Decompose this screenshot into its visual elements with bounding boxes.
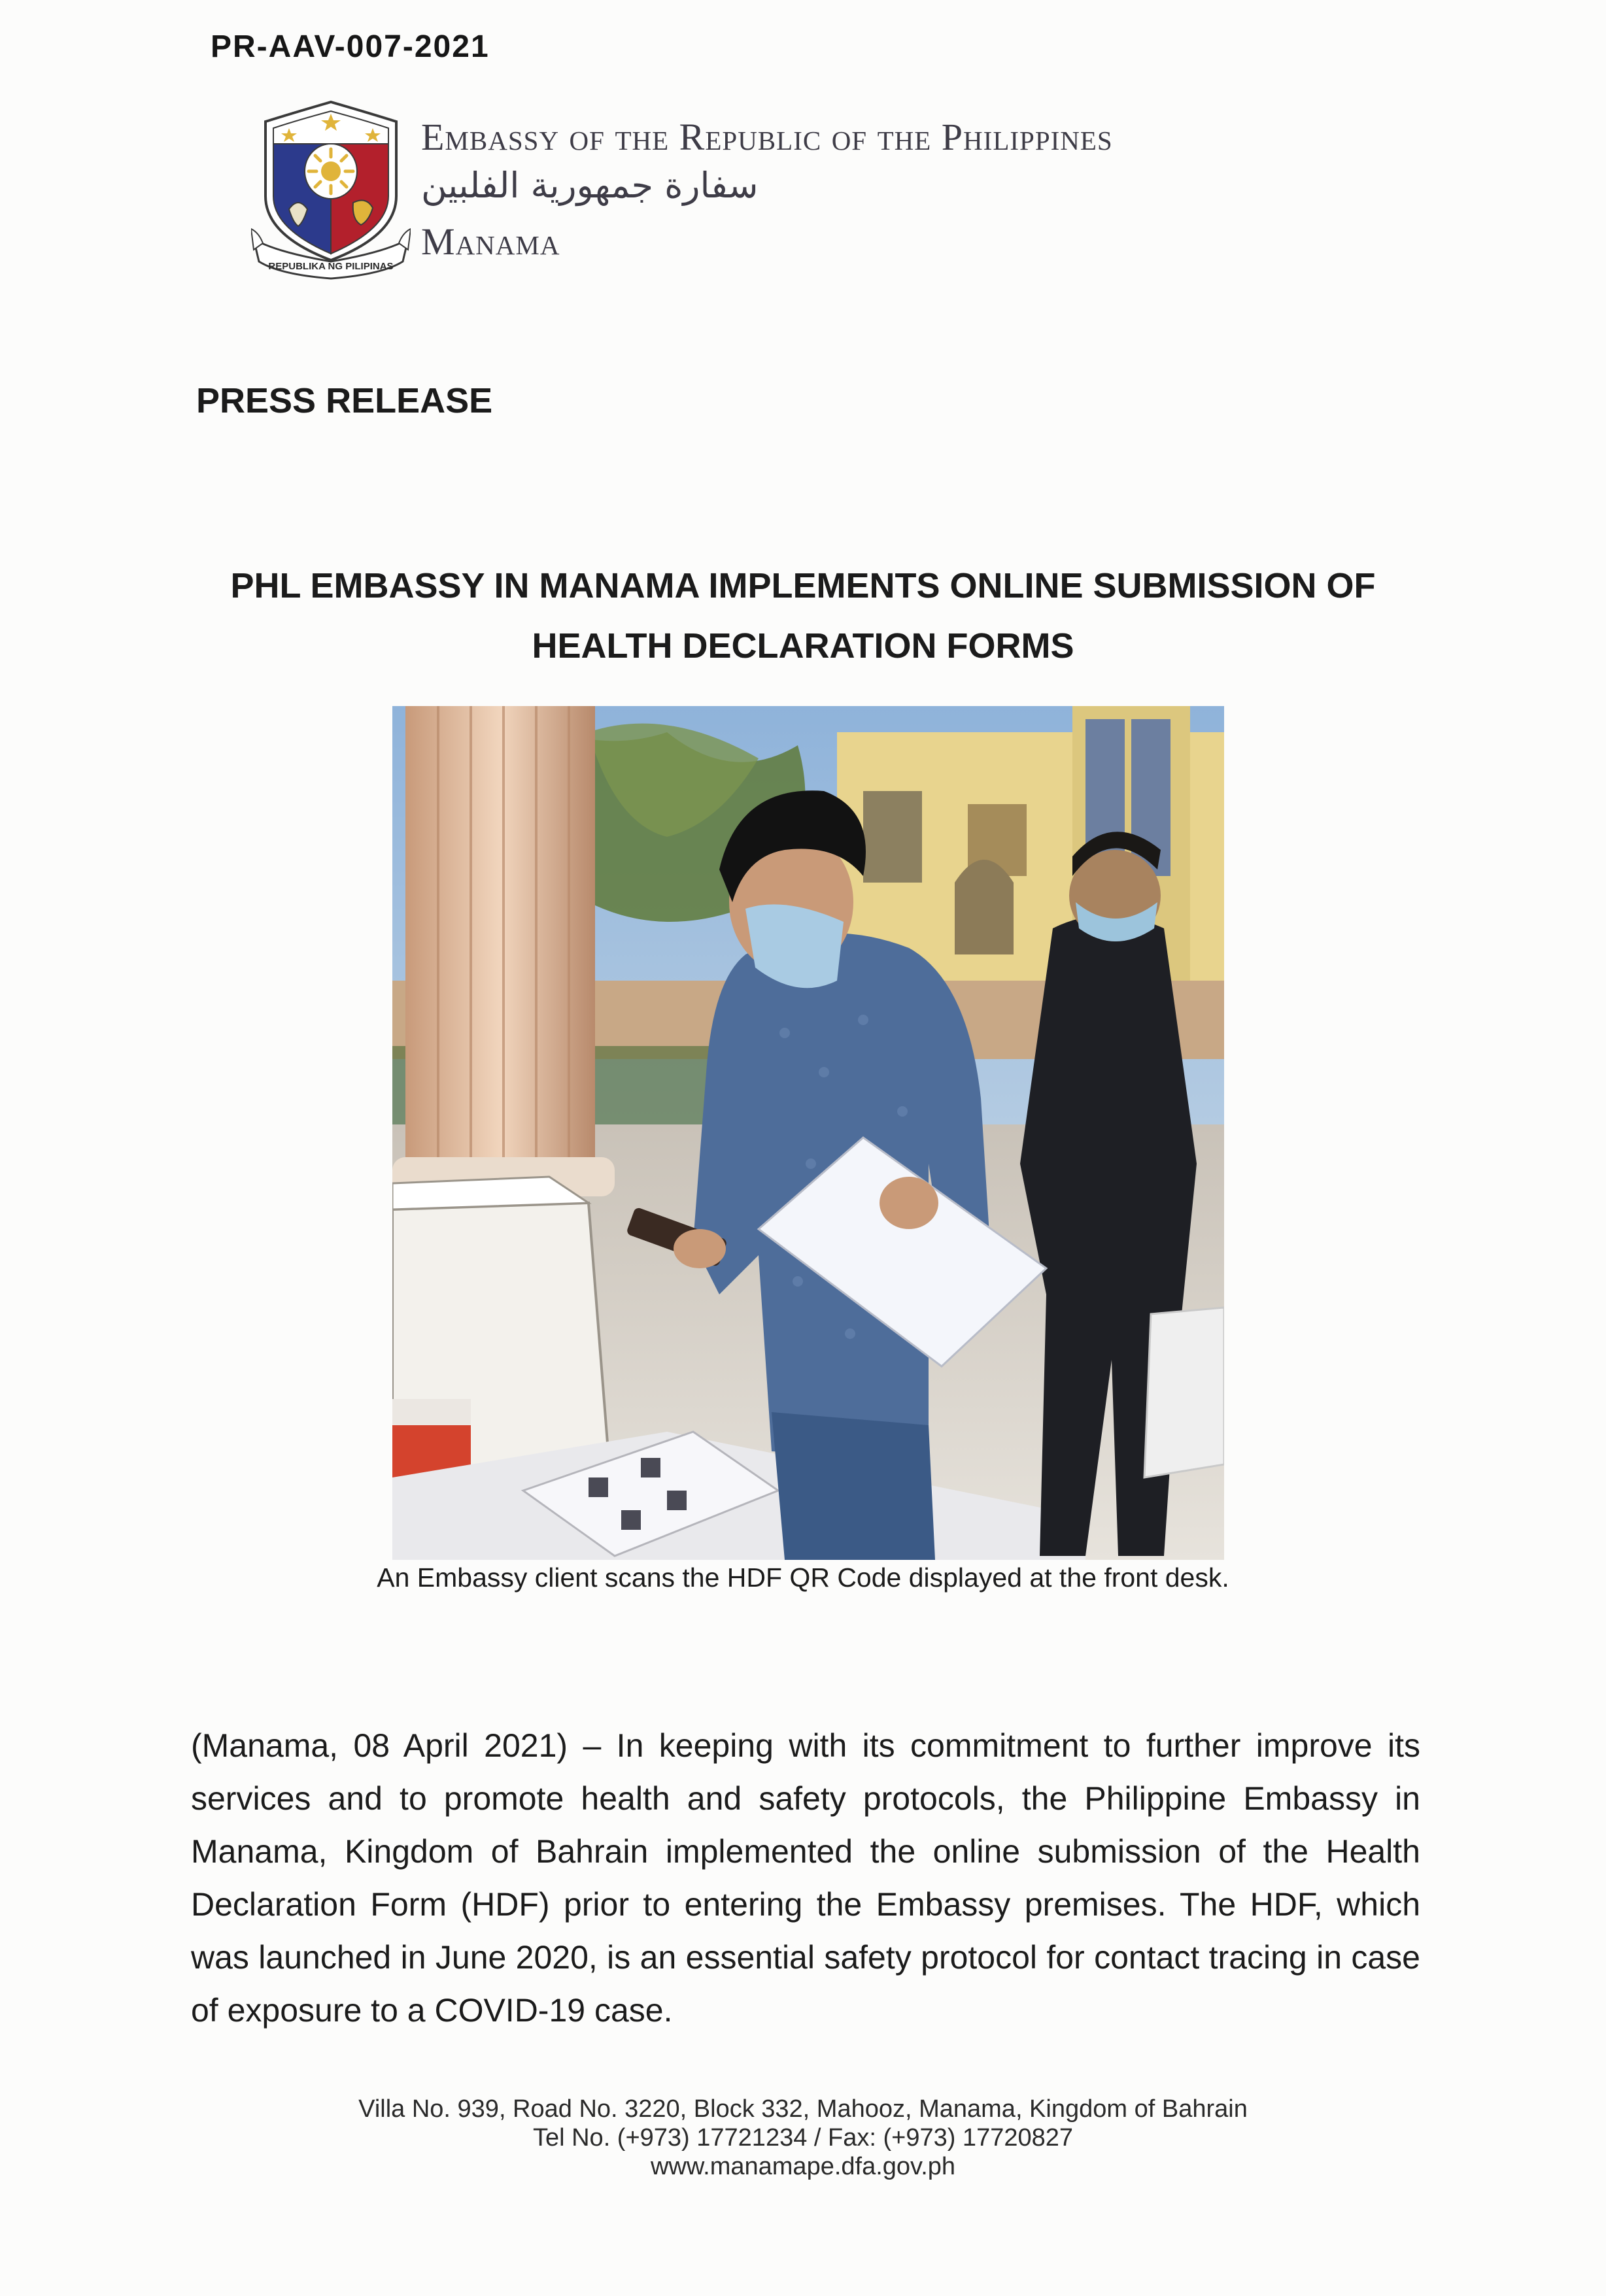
- headline-line-1: PHL EMBASSY IN MANAMA IMPLEMENTS ONLINE SUBMISSION OF: [230, 566, 1376, 605]
- embassy-name: Embassy of the Republic of the Philippines: [421, 116, 1113, 158]
- philippine-coat-of-arms-icon: [251, 98, 411, 281]
- embassy-footer: [196, 2095, 1410, 2181]
- embassy-name-arabic: سفارة جمهورية الفلبين: [421, 165, 759, 206]
- footer-contact: Tel No. (+973) 17721234 / Fax: (+973) 17720827: [532, 2124, 1074, 2152]
- body-paragraph: (Manama, 08 April 2021) – In keeping with its commitment to further improve its services and to promote health and safety protocols, the Philippine Embassy in Manama, Kingdom of Bahrain implemented the online submission of the Health Declaration Form (HDF) prior to entering the Embassy premises. The HDF, which was launched in June 2020, is an essential safety protocol for contact tracing in case of exposure to a COVID-19 case.: [191, 1727, 1420, 2029]
- embassy-client-photo: [392, 706, 1224, 1560]
- press-release-headline: [157, 556, 1449, 676]
- photo-caption: An Embassy client scans the HDF QR Code displayed at the front desk.: [377, 1562, 1229, 1593]
- seal-motto: REPUBLIKA NG PILIPINAS: [268, 261, 394, 272]
- embassy-city: Manama: [421, 220, 560, 263]
- footer-website[interactable]: www.manamape.dfa.gov.ph: [650, 2153, 956, 2180]
- footer-address: Villa No. 939, Road No. 3220, Block 332, Mahooz, Manama, Kingdom of Bahrain: [358, 2095, 1248, 2123]
- reference-code: PR-AAV-007-2021: [211, 29, 490, 64]
- headline-line-2: HEALTH DECLARATION FORMS: [532, 626, 1074, 666]
- document-type-label: PRESS RELEASE: [196, 381, 493, 420]
